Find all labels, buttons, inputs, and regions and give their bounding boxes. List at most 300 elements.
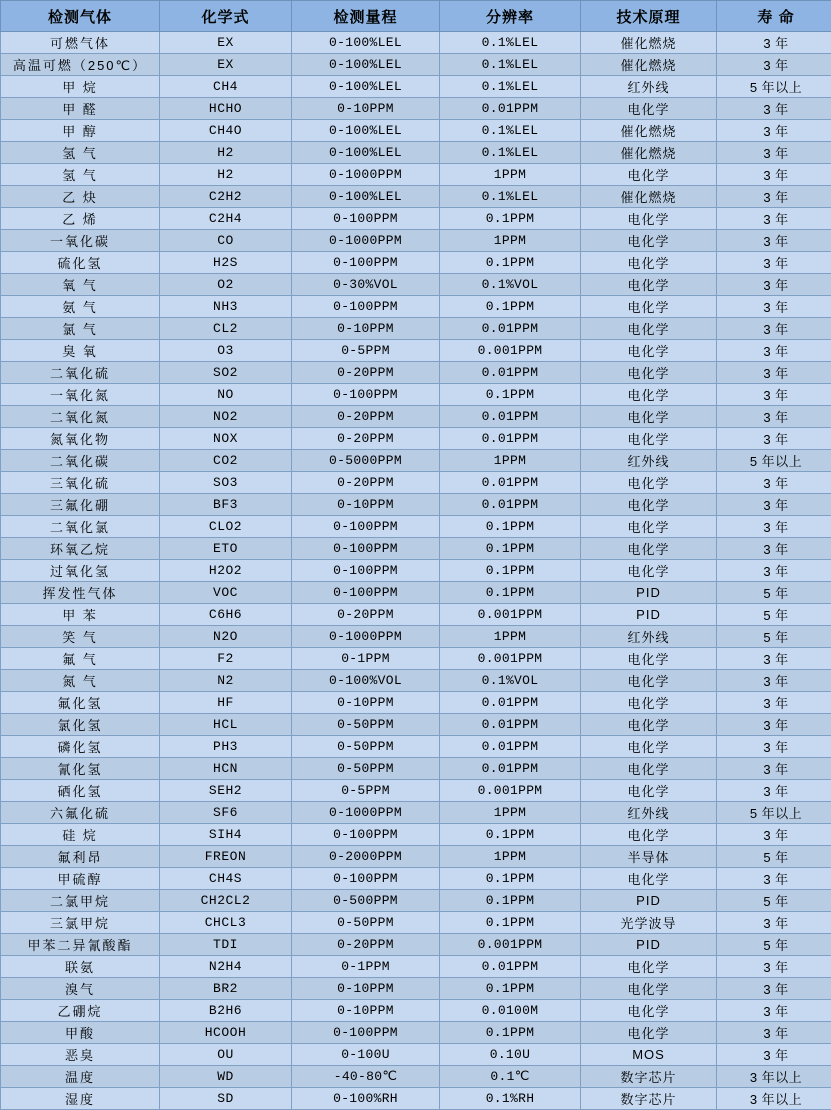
column-header-range: 检测量程 bbox=[292, 1, 440, 32]
table-row bbox=[1, 802, 831, 824]
cell-resolution: 0.1%RH bbox=[440, 1088, 581, 1110]
cell-formula: CHCL3 bbox=[160, 912, 292, 934]
column-header-formula: 化学式 bbox=[160, 1, 292, 32]
cell-gas-name: 臭 氧 bbox=[1, 340, 160, 362]
cell-formula: H2S bbox=[160, 252, 292, 274]
cell-gas-name: 氮 气 bbox=[1, 670, 160, 692]
column-header-gas-name: 检测气体 bbox=[1, 1, 160, 32]
cell-lifetime: 3 年 bbox=[717, 274, 831, 296]
cell-lifetime: 3 年 bbox=[717, 692, 831, 714]
cell-gas-name: 硅 烷 bbox=[1, 824, 160, 846]
cell-technology: 电化学 bbox=[581, 560, 717, 582]
cell-gas-name: 硫化氢 bbox=[1, 252, 160, 274]
cell-formula: BF3 bbox=[160, 494, 292, 516]
cell-formula: N2 bbox=[160, 670, 292, 692]
cell-lifetime: 3 年 bbox=[717, 1000, 831, 1022]
cell-lifetime: 3 年 bbox=[717, 164, 831, 186]
cell-lifetime: 3 年 bbox=[717, 912, 831, 934]
cell-resolution: 0.1%VOL bbox=[440, 670, 581, 692]
cell-range: 0-5000PPM bbox=[292, 450, 440, 472]
cell-technology: 电化学 bbox=[581, 318, 717, 340]
table-row bbox=[1, 54, 831, 76]
cell-lifetime: 3 年 bbox=[717, 98, 831, 120]
cell-resolution: 0.001PPM bbox=[440, 934, 581, 956]
cell-resolution: 0.1%LEL bbox=[440, 32, 581, 54]
cell-range: 0-20PPM bbox=[292, 362, 440, 384]
cell-technology: 电化学 bbox=[581, 164, 717, 186]
cell-formula: F2 bbox=[160, 648, 292, 670]
cell-gas-name: 乙 烯 bbox=[1, 208, 160, 230]
cell-formula: CO2 bbox=[160, 450, 292, 472]
cell-resolution: 0.01PPM bbox=[440, 758, 581, 780]
cell-lifetime: 3 年 bbox=[717, 208, 831, 230]
table-row bbox=[1, 560, 831, 582]
cell-formula: B2H6 bbox=[160, 1000, 292, 1022]
cell-gas-name: 二氧化氯 bbox=[1, 516, 160, 538]
cell-range: 0-20PPM bbox=[292, 406, 440, 428]
cell-range: 0-100%LEL bbox=[292, 186, 440, 208]
cell-technology: 催化燃烧 bbox=[581, 186, 717, 208]
cell-resolution: 0.1PPM bbox=[440, 538, 581, 560]
cell-lifetime: 3 年 bbox=[717, 120, 831, 142]
table-row bbox=[1, 868, 831, 890]
cell-gas-name: 甲 烷 bbox=[1, 76, 160, 98]
cell-lifetime: 5 年 bbox=[717, 604, 831, 626]
cell-formula: NOX bbox=[160, 428, 292, 450]
cell-technology: 电化学 bbox=[581, 384, 717, 406]
cell-formula: NO2 bbox=[160, 406, 292, 428]
cell-formula: N2H4 bbox=[160, 956, 292, 978]
cell-range: 0-100%VOL bbox=[292, 670, 440, 692]
cell-technology: 电化学 bbox=[581, 252, 717, 274]
cell-technology: 数字芯片 bbox=[581, 1088, 717, 1110]
cell-technology: 电化学 bbox=[581, 714, 717, 736]
cell-technology: 电化学 bbox=[581, 758, 717, 780]
cell-range: 0-5PPM bbox=[292, 780, 440, 802]
cell-technology: 红外线 bbox=[581, 626, 717, 648]
cell-range: 0-100PPM bbox=[292, 538, 440, 560]
cell-formula: SD bbox=[160, 1088, 292, 1110]
table-row bbox=[1, 692, 831, 714]
cell-resolution: 0.1PPM bbox=[440, 208, 581, 230]
cell-range: 0-30%VOL bbox=[292, 274, 440, 296]
table-row bbox=[1, 230, 831, 252]
table-row bbox=[1, 714, 831, 736]
cell-technology: 电化学 bbox=[581, 956, 717, 978]
cell-formula: N2O bbox=[160, 626, 292, 648]
cell-resolution: 0.1PPM bbox=[440, 252, 581, 274]
cell-gas-name: 高温可燃（250℃） bbox=[1, 54, 160, 76]
cell-technology: 数字芯片 bbox=[581, 1066, 717, 1088]
cell-formula: NO bbox=[160, 384, 292, 406]
cell-gas-name: 三氯甲烷 bbox=[1, 912, 160, 934]
cell-technology: 电化学 bbox=[581, 1022, 717, 1044]
cell-resolution: 0.01PPM bbox=[440, 406, 581, 428]
table-row bbox=[1, 252, 831, 274]
cell-formula: HF bbox=[160, 692, 292, 714]
cell-gas-name: 氧 气 bbox=[1, 274, 160, 296]
cell-technology: 电化学 bbox=[581, 736, 717, 758]
cell-technology: 电化学 bbox=[581, 406, 717, 428]
cell-lifetime: 3 年 bbox=[717, 780, 831, 802]
table-row bbox=[1, 428, 831, 450]
cell-resolution: 0.001PPM bbox=[440, 780, 581, 802]
cell-gas-name: 甲 苯 bbox=[1, 604, 160, 626]
cell-formula: H2 bbox=[160, 164, 292, 186]
cell-formula: SF6 bbox=[160, 802, 292, 824]
cell-lifetime: 3 年 bbox=[717, 1022, 831, 1044]
cell-technology: 电化学 bbox=[581, 670, 717, 692]
cell-technology: 电化学 bbox=[581, 340, 717, 362]
cell-resolution: 0.1℃ bbox=[440, 1066, 581, 1088]
cell-gas-name: 挥发性气体 bbox=[1, 582, 160, 604]
cell-gas-name: 六氟化硫 bbox=[1, 802, 160, 824]
cell-gas-name: 氟 气 bbox=[1, 648, 160, 670]
cell-resolution: 1PPM bbox=[440, 846, 581, 868]
cell-lifetime: 3 年 bbox=[717, 560, 831, 582]
cell-lifetime: 3 年 bbox=[717, 186, 831, 208]
cell-technology: 红外线 bbox=[581, 76, 717, 98]
cell-formula: CH2CL2 bbox=[160, 890, 292, 912]
cell-range: 0-20PPM bbox=[292, 472, 440, 494]
cell-lifetime: 3 年 bbox=[717, 54, 831, 76]
cell-gas-name: 氢 气 bbox=[1, 142, 160, 164]
cell-technology: PID bbox=[581, 890, 717, 912]
cell-lifetime: 5 年以上 bbox=[717, 76, 831, 98]
cell-gas-name: 氮氧化物 bbox=[1, 428, 160, 450]
cell-lifetime: 5 年以上 bbox=[717, 450, 831, 472]
table-row bbox=[1, 604, 831, 626]
cell-gas-name: 联氨 bbox=[1, 956, 160, 978]
cell-resolution: 0.01PPM bbox=[440, 494, 581, 516]
cell-range: 0-100PPM bbox=[292, 252, 440, 274]
cell-range: 0-1000PPM bbox=[292, 230, 440, 252]
cell-technology: 催化燃烧 bbox=[581, 142, 717, 164]
cell-formula: BR2 bbox=[160, 978, 292, 1000]
column-header-technology: 技术原理 bbox=[581, 1, 717, 32]
cell-lifetime: 3 年 bbox=[717, 494, 831, 516]
cell-range: 0-1PPM bbox=[292, 956, 440, 978]
table-row bbox=[1, 934, 831, 956]
cell-lifetime: 3 年 bbox=[717, 406, 831, 428]
cell-lifetime: 3 年 bbox=[717, 758, 831, 780]
cell-technology: 电化学 bbox=[581, 538, 717, 560]
cell-formula: SIH4 bbox=[160, 824, 292, 846]
cell-lifetime: 3 年 bbox=[717, 318, 831, 340]
table-row bbox=[1, 648, 831, 670]
column-header-lifetime: 寿 命 bbox=[717, 1, 831, 32]
cell-gas-name: 甲 醇 bbox=[1, 120, 160, 142]
cell-gas-name: 温度 bbox=[1, 1066, 160, 1088]
cell-formula: HCL bbox=[160, 714, 292, 736]
cell-formula: H2 bbox=[160, 142, 292, 164]
table-header-row bbox=[1, 1, 831, 32]
cell-resolution: 0.01PPM bbox=[440, 736, 581, 758]
cell-technology: 催化燃烧 bbox=[581, 32, 717, 54]
cell-range: 0-100PPM bbox=[292, 384, 440, 406]
table-row bbox=[1, 582, 831, 604]
cell-resolution: 0.01PPM bbox=[440, 428, 581, 450]
cell-range: 0-500PPM bbox=[292, 890, 440, 912]
cell-resolution: 0.1PPM bbox=[440, 560, 581, 582]
cell-resolution: 0.1PPM bbox=[440, 912, 581, 934]
cell-range: 0-20PPM bbox=[292, 934, 440, 956]
cell-gas-name: 二氧化氮 bbox=[1, 406, 160, 428]
cell-lifetime: 3 年 bbox=[717, 516, 831, 538]
table-row bbox=[1, 1044, 831, 1066]
cell-gas-name: 三氧化硫 bbox=[1, 472, 160, 494]
cell-technology: 电化学 bbox=[581, 824, 717, 846]
cell-lifetime: 5 年以上 bbox=[717, 802, 831, 824]
cell-formula: CH4O bbox=[160, 120, 292, 142]
table-row bbox=[1, 142, 831, 164]
cell-resolution: 0.1%LEL bbox=[440, 186, 581, 208]
cell-formula: CH4 bbox=[160, 76, 292, 98]
cell-gas-name: 溴气 bbox=[1, 978, 160, 1000]
cell-lifetime: 3 年 bbox=[717, 868, 831, 890]
cell-formula: CO bbox=[160, 230, 292, 252]
cell-formula: FREON bbox=[160, 846, 292, 868]
cell-formula: EX bbox=[160, 54, 292, 76]
cell-lifetime: 3 年 bbox=[717, 142, 831, 164]
cell-range: 0-10PPM bbox=[292, 318, 440, 340]
cell-gas-name: 湿度 bbox=[1, 1088, 160, 1110]
cell-technology: 电化学 bbox=[581, 1000, 717, 1022]
table-row bbox=[1, 538, 831, 560]
cell-formula: HCN bbox=[160, 758, 292, 780]
cell-formula: SEH2 bbox=[160, 780, 292, 802]
cell-gas-name: 氟化氢 bbox=[1, 692, 160, 714]
cell-lifetime: 3 年 bbox=[717, 230, 831, 252]
cell-formula: OU bbox=[160, 1044, 292, 1066]
cell-gas-name: 可燃气体 bbox=[1, 32, 160, 54]
cell-formula: CLO2 bbox=[160, 516, 292, 538]
cell-resolution: 0.1PPM bbox=[440, 868, 581, 890]
table-row bbox=[1, 780, 831, 802]
cell-resolution: 0.1PPM bbox=[440, 384, 581, 406]
cell-technology: 电化学 bbox=[581, 516, 717, 538]
cell-resolution: 0.1PPM bbox=[440, 296, 581, 318]
cell-lifetime: 3 年 bbox=[717, 736, 831, 758]
cell-range: 0-50PPM bbox=[292, 736, 440, 758]
cell-gas-name: 甲酸 bbox=[1, 1022, 160, 1044]
cell-formula: PH3 bbox=[160, 736, 292, 758]
cell-resolution: 0.1PPM bbox=[440, 978, 581, 1000]
cell-gas-name: 环氧乙烷 bbox=[1, 538, 160, 560]
table-row bbox=[1, 912, 831, 934]
cell-gas-name: 甲苯二异氰酸酯 bbox=[1, 934, 160, 956]
cell-formula: NH3 bbox=[160, 296, 292, 318]
cell-range: 0-10PPM bbox=[292, 978, 440, 1000]
cell-gas-name: 氰化氢 bbox=[1, 758, 160, 780]
cell-lifetime: 3 年 bbox=[717, 472, 831, 494]
cell-resolution: 0.1PPM bbox=[440, 582, 581, 604]
cell-resolution: 0.01PPM bbox=[440, 98, 581, 120]
cell-range: 0-100%RH bbox=[292, 1088, 440, 1110]
cell-technology: 红外线 bbox=[581, 802, 717, 824]
cell-lifetime: 3 年 bbox=[717, 978, 831, 1000]
cell-formula: WD bbox=[160, 1066, 292, 1088]
cell-range: 0-50PPM bbox=[292, 912, 440, 934]
cell-range: 0-100PPM bbox=[292, 208, 440, 230]
cell-formula: ETO bbox=[160, 538, 292, 560]
cell-lifetime: 5 年 bbox=[717, 846, 831, 868]
table-row bbox=[1, 32, 831, 54]
cell-technology: 电化学 bbox=[581, 978, 717, 1000]
cell-formula: CL2 bbox=[160, 318, 292, 340]
cell-gas-name: 磷化氢 bbox=[1, 736, 160, 758]
cell-lifetime: 3 年 bbox=[717, 648, 831, 670]
cell-formula: TDI bbox=[160, 934, 292, 956]
table-body bbox=[1, 32, 831, 1110]
cell-range: 0-50PPM bbox=[292, 714, 440, 736]
cell-formula: VOC bbox=[160, 582, 292, 604]
cell-range: 0-100%LEL bbox=[292, 32, 440, 54]
cell-technology: 红外线 bbox=[581, 450, 717, 472]
cell-lifetime: 3 年 bbox=[717, 384, 831, 406]
cell-technology: 电化学 bbox=[581, 428, 717, 450]
cell-range: 0-100PPM bbox=[292, 296, 440, 318]
cell-formula: C6H6 bbox=[160, 604, 292, 626]
table-row bbox=[1, 384, 831, 406]
cell-lifetime: 3 年以上 bbox=[717, 1066, 831, 1088]
table-row bbox=[1, 956, 831, 978]
cell-gas-name: 硒化氢 bbox=[1, 780, 160, 802]
cell-resolution: 0.1PPM bbox=[440, 890, 581, 912]
cell-formula: O3 bbox=[160, 340, 292, 362]
table-row bbox=[1, 890, 831, 912]
table-row bbox=[1, 362, 831, 384]
cell-gas-name: 甲 醛 bbox=[1, 98, 160, 120]
cell-lifetime: 3 年 bbox=[717, 296, 831, 318]
cell-resolution: 0.1%LEL bbox=[440, 54, 581, 76]
table-row bbox=[1, 98, 831, 120]
cell-range: 0-100PPM bbox=[292, 582, 440, 604]
cell-resolution: 0.01PPM bbox=[440, 318, 581, 340]
table-row bbox=[1, 670, 831, 692]
cell-formula: HCHO bbox=[160, 98, 292, 120]
cell-lifetime: 3 年 bbox=[717, 362, 831, 384]
cell-range: 0-100%LEL bbox=[292, 76, 440, 98]
table-row bbox=[1, 824, 831, 846]
cell-technology: 电化学 bbox=[581, 362, 717, 384]
table-row bbox=[1, 340, 831, 362]
cell-technology: 催化燃烧 bbox=[581, 54, 717, 76]
cell-resolution: 0.01PPM bbox=[440, 956, 581, 978]
cell-formula: EX bbox=[160, 32, 292, 54]
cell-range: 0-10PPM bbox=[292, 1000, 440, 1022]
cell-resolution: 1PPM bbox=[440, 802, 581, 824]
cell-range: 0-50PPM bbox=[292, 758, 440, 780]
cell-range: 0-1000PPM bbox=[292, 626, 440, 648]
cell-resolution: 0.1%LEL bbox=[440, 120, 581, 142]
cell-gas-name: 恶臭 bbox=[1, 1044, 160, 1066]
table-row bbox=[1, 76, 831, 98]
cell-gas-name: 三氟化硼 bbox=[1, 494, 160, 516]
cell-range: 0-100%LEL bbox=[292, 120, 440, 142]
table-row bbox=[1, 516, 831, 538]
cell-gas-name: 一氧化氮 bbox=[1, 384, 160, 406]
cell-range: -40-80℃ bbox=[292, 1066, 440, 1088]
cell-technology: 电化学 bbox=[581, 296, 717, 318]
cell-lifetime: 3 年 bbox=[717, 428, 831, 450]
cell-gas-name: 甲硫醇 bbox=[1, 868, 160, 890]
cell-range: 0-100PPM bbox=[292, 560, 440, 582]
cell-technology: 电化学 bbox=[581, 648, 717, 670]
cell-formula: C2H4 bbox=[160, 208, 292, 230]
table-row bbox=[1, 186, 831, 208]
cell-gas-name: 二氧化碳 bbox=[1, 450, 160, 472]
cell-gas-name: 二氯甲烷 bbox=[1, 890, 160, 912]
cell-technology: 电化学 bbox=[581, 472, 717, 494]
cell-gas-name: 氯化氢 bbox=[1, 714, 160, 736]
table-row bbox=[1, 120, 831, 142]
cell-resolution: 1PPM bbox=[440, 230, 581, 252]
cell-gas-name: 一氧化碳 bbox=[1, 230, 160, 252]
table-row bbox=[1, 164, 831, 186]
cell-technology: 电化学 bbox=[581, 98, 717, 120]
cell-technology: 电化学 bbox=[581, 208, 717, 230]
cell-gas-name: 过氧化氢 bbox=[1, 560, 160, 582]
cell-lifetime: 3 年 bbox=[717, 1044, 831, 1066]
cell-lifetime: 3 年以上 bbox=[717, 1088, 831, 1110]
cell-range: 0-100U bbox=[292, 1044, 440, 1066]
cell-gas-name: 二氧化硫 bbox=[1, 362, 160, 384]
cell-technology: 电化学 bbox=[581, 274, 717, 296]
table-row bbox=[1, 846, 831, 868]
cell-lifetime: 5 年 bbox=[717, 582, 831, 604]
cell-technology: 半导体 bbox=[581, 846, 717, 868]
cell-range: 0-5PPM bbox=[292, 340, 440, 362]
cell-formula: C2H2 bbox=[160, 186, 292, 208]
cell-lifetime: 3 年 bbox=[717, 252, 831, 274]
table-row bbox=[1, 472, 831, 494]
cell-resolution: 0.1%LEL bbox=[440, 76, 581, 98]
cell-technology: 电化学 bbox=[581, 868, 717, 890]
cell-range: 0-10PPM bbox=[292, 98, 440, 120]
cell-technology: 电化学 bbox=[581, 230, 717, 252]
cell-range: 0-10PPM bbox=[292, 692, 440, 714]
cell-range: 0-20PPM bbox=[292, 604, 440, 626]
cell-gas-name: 氯 气 bbox=[1, 318, 160, 340]
cell-resolution: 1PPM bbox=[440, 164, 581, 186]
table-row bbox=[1, 274, 831, 296]
cell-lifetime: 3 年 bbox=[717, 32, 831, 54]
cell-range: 0-100%LEL bbox=[292, 54, 440, 76]
cell-formula: SO3 bbox=[160, 472, 292, 494]
cell-formula: O2 bbox=[160, 274, 292, 296]
cell-range: 0-1000PPM bbox=[292, 802, 440, 824]
cell-gas-name: 笑 气 bbox=[1, 626, 160, 648]
cell-range: 0-20PPM bbox=[292, 428, 440, 450]
table-row bbox=[1, 208, 831, 230]
cell-technology: 光学波导 bbox=[581, 912, 717, 934]
cell-gas-name: 乙硼烷 bbox=[1, 1000, 160, 1022]
table-row bbox=[1, 736, 831, 758]
cell-lifetime: 3 年 bbox=[717, 670, 831, 692]
cell-resolution: 0.001PPM bbox=[440, 604, 581, 626]
cell-resolution: 0.1%LEL bbox=[440, 142, 581, 164]
table-row bbox=[1, 406, 831, 428]
table-row bbox=[1, 450, 831, 472]
cell-gas-name: 氟利昂 bbox=[1, 846, 160, 868]
cell-gas-name: 氢 气 bbox=[1, 164, 160, 186]
cell-resolution: 0.0100M bbox=[440, 1000, 581, 1022]
cell-resolution: 0.01PPM bbox=[440, 472, 581, 494]
cell-technology: 催化燃烧 bbox=[581, 120, 717, 142]
table-row bbox=[1, 318, 831, 340]
cell-resolution: 0.1PPM bbox=[440, 516, 581, 538]
